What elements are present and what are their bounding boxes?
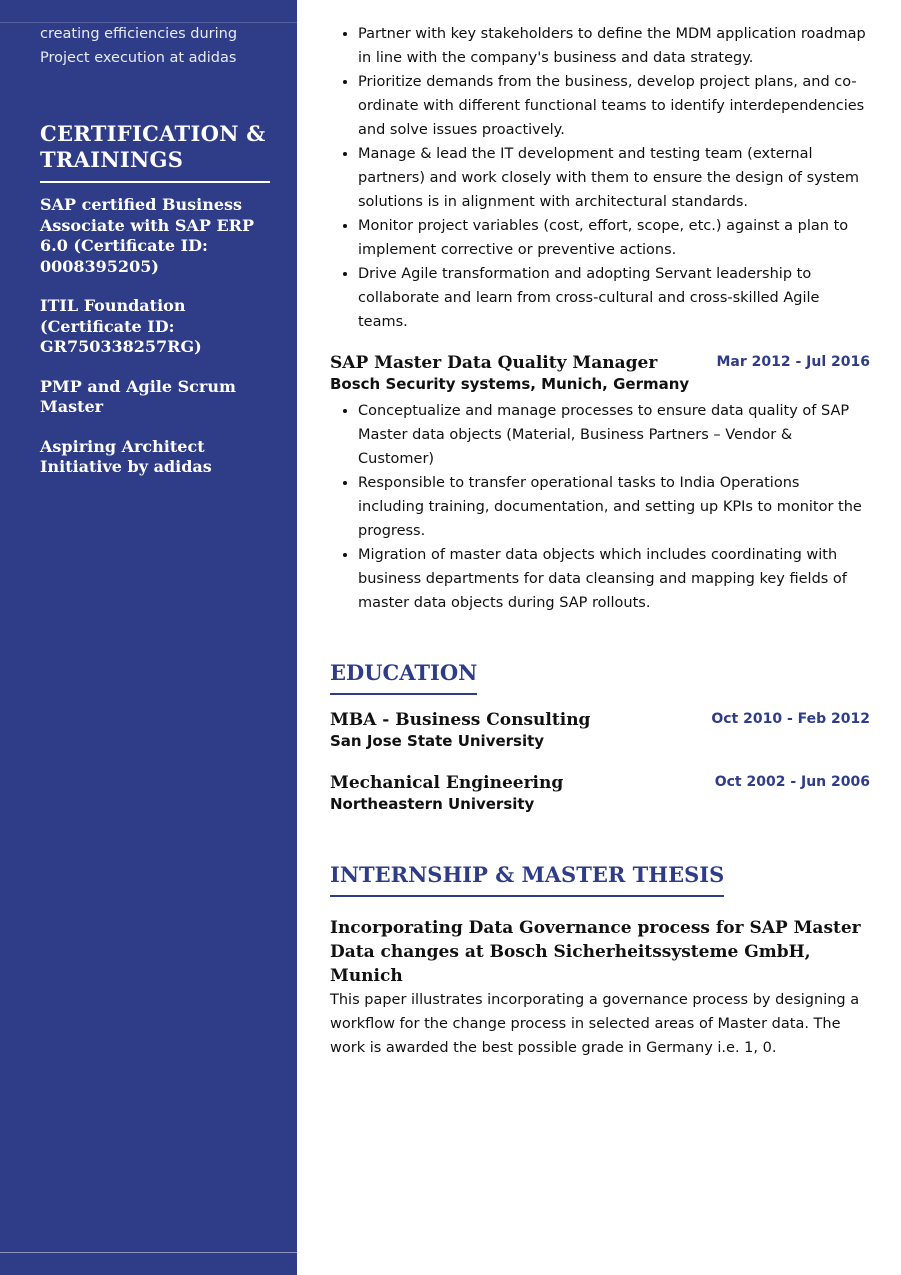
internship-section	[330, 862, 870, 1060]
certification-item: ITIL Foundation (Certificate ID: GR750338257RG)	[40, 296, 202, 356]
education-entry-header	[330, 709, 870, 731]
education-degree: MBA - Business Consulting	[330, 710, 591, 730]
job-bullet: • Monitor project variables (cost, effort, scope, etc.) against a plan to implement corrective or preventive actions.	[358, 214, 870, 262]
education-entry-header	[330, 772, 870, 794]
job-bullet: • Conceptualize and manage processes to ensure data quality of SAP Master data objects (Material, Business Partners – Vendor & Customer)	[358, 399, 870, 471]
education-degree: Mechanical Engineering	[330, 773, 564, 793]
job-bullet: • Prioritize demands from the business, develop project plans, and co-ordinate with different functional teams to identify interdependencies and solve issues proactively.	[358, 70, 870, 142]
certifications-list	[40, 195, 280, 497]
job-header	[330, 352, 870, 374]
job-company: Bosch Security systems, Munich, Germany	[330, 375, 690, 393]
certification-item: Aspiring Architect Initiative by adidas	[40, 436, 212, 476]
sidebar	[0, 0, 297, 1275]
certifications-divider	[40, 181, 270, 183]
main-content	[330, 0, 870, 1060]
job-bullet: • Migration of master data objects which includes coordinating with business departments for data cleansing and mapping key fields of master data objects during SAP rollouts.	[358, 543, 870, 615]
job-bullets	[330, 399, 870, 615]
internship-heading: INTERNSHIP & MASTER THESIS	[330, 862, 724, 897]
education-school: San Jose State University	[330, 732, 545, 750]
job-bullet: • Partner with key stakeholders to define the MDM application roadmap in line with the company's business and data strategy.	[358, 22, 870, 70]
job-dates: Mar 2012 - Jul 2016	[716, 354, 870, 370]
thesis-title: Incorporating Data Governance process for SAP Master Data changes at Bosch Sicherheitssysteme GmbH, Munich	[330, 918, 861, 986]
previous-job-bullets	[330, 22, 870, 334]
education-heading: EDUCATION	[330, 660, 477, 695]
sidebar-intro-text: creating efficiencies during Project execution at adidas	[40, 26, 238, 66]
education-dates: Oct 2002 - Jun 2006	[714, 774, 870, 790]
job-bullet: • Responsible to transfer operational tasks to India Operations including training, documentation, and setting up KPIs to monitor the progress.	[358, 471, 870, 543]
job-title: SAP Master Data Quality Manager	[330, 353, 658, 373]
certification-item: PMP and Agile Scrum Master	[40, 376, 236, 416]
job-bullet: • Drive Agile transformation and adopting Servant leadership to collaborate and learn from cross-cultural and cross-skilled Agile teams.	[358, 262, 870, 334]
certification-item: SAP certified Business Associate with SAP ERP 6.0 (Certificate ID: 0008395205)	[40, 195, 254, 276]
education-section	[330, 660, 870, 814]
certifications-heading: CERTIFICATION & TRAININGS	[40, 121, 266, 172]
education-dates: Oct 2010 - Feb 2012	[711, 711, 870, 727]
education-school: Northeastern University	[330, 795, 535, 813]
job-bullet: • Manage & lead the IT development and testing team (external partners) and work closely with them to ensure the design of system solutions is in alignment with architectural standards.	[358, 142, 870, 214]
thesis-description: This paper illustrates incorporating a governance process by designing a workflow for the change process in selected areas of Master data. The work is awarded the best possible grade in Germany i.e. 1, 0.	[330, 992, 860, 1056]
sidebar-bottom-divider	[0, 1252, 297, 1253]
